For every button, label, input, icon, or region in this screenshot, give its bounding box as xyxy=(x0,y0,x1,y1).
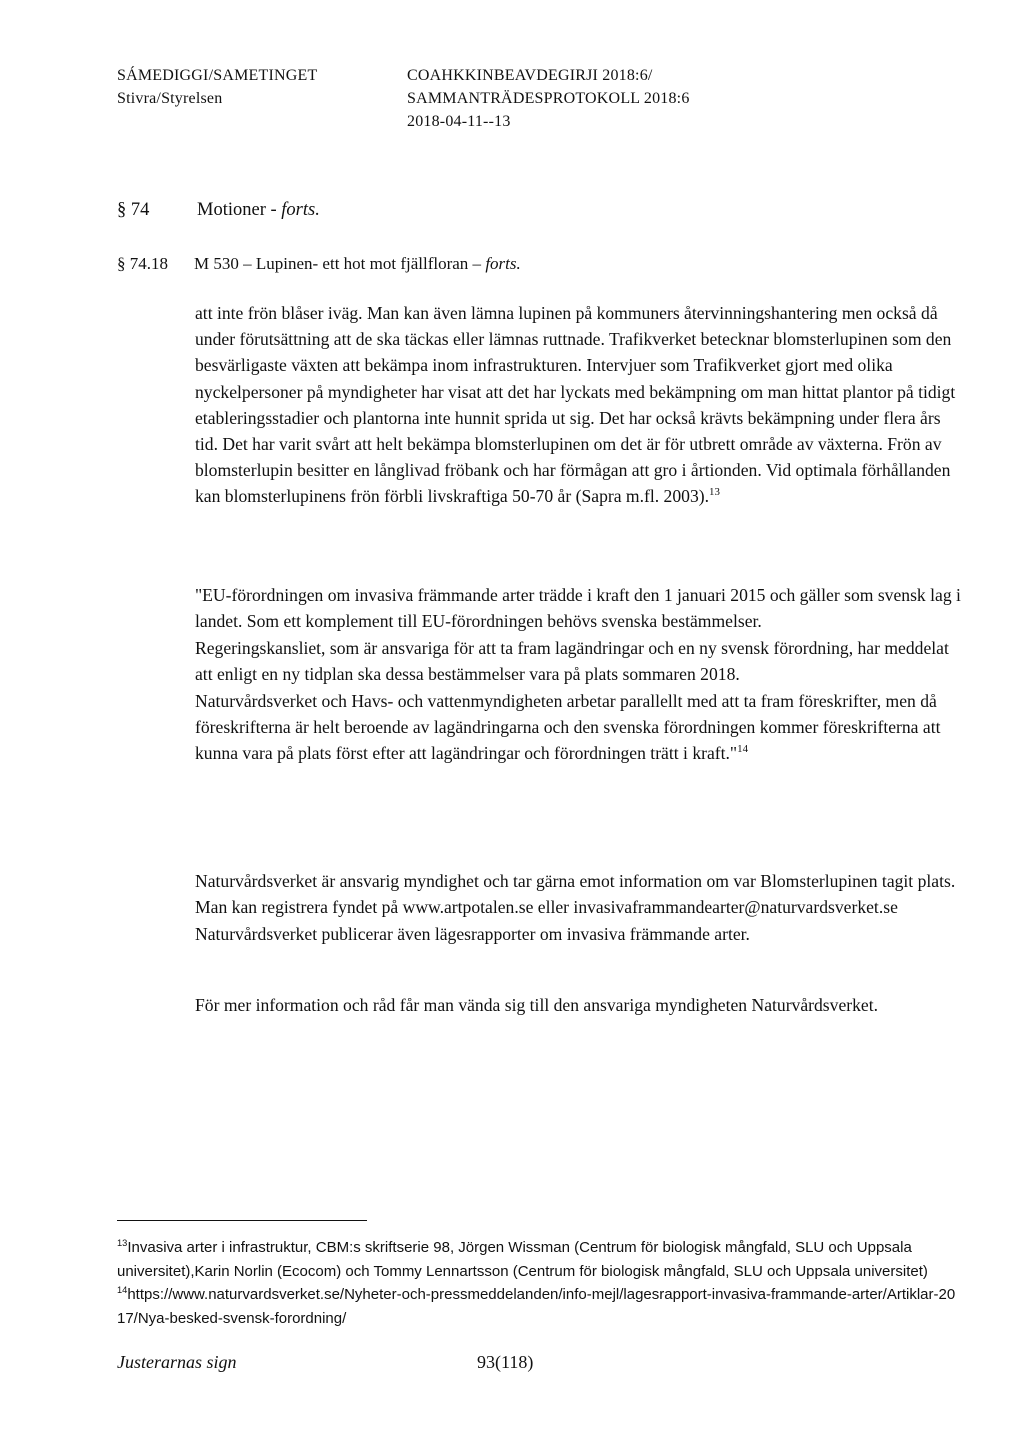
document-title-sami: COAHKKINBEAVDEGIRJI 2018:6/ xyxy=(407,67,653,84)
subsection-title xyxy=(194,254,521,274)
paragraph-3-text: Naturvårdsverket är ansvarig myndighet och tar gärna emot information om var Blomsterlupinen tagit plats. Man kan registrera fyndet på www.artpotalen.se eller invasivaframmandearter@naturvardsverket.se Naturvårdsverket publicerar även lägesrapporter om invasiva främmande arter. xyxy=(195,871,956,944)
body-paragraph-3 xyxy=(195,868,965,947)
section-forts: forts. xyxy=(281,200,320,220)
header-document xyxy=(407,64,690,133)
document-date: 2018-04-11--13 xyxy=(407,113,511,130)
quote-paragraph-2: Regeringskansliet, som är ansvariga för att ta fram lagändringar och en ny svensk förordning, har meddelat att enligt en ny tidplan ska dessa bestämmelser vara på plats sommaren 2018. xyxy=(195,637,949,685)
footnotes xyxy=(117,1236,957,1330)
subsection-number: § 74.18 xyxy=(117,254,168,273)
footnote-13-mark: 13 xyxy=(117,1238,128,1248)
section-number: § 74 xyxy=(117,200,150,220)
signature-label: Justerarnas sign xyxy=(117,1352,237,1372)
page-number: 93(118) xyxy=(477,1352,534,1372)
footnote-13-text: Invasiva arter i infrastruktur, CBM:s skriftserie 98, Jörgen Wissman (Centrum för biologisk mångfald, SLU och Uppsala universitet),Karin Norlin (Ecocom) och Tommy Lennartsson (Centrum för biologisk mångfald, SLU och Uppsala universitet) xyxy=(117,1239,928,1280)
organization-unit: Stivra/Styrelsen xyxy=(117,90,223,107)
organization-name: SÁMEDIGGI/SAMETINGET xyxy=(117,67,318,84)
paragraph-4-text: För mer information och råd får man vända sig till den ansvariga myndigheten Naturvårdsverket. xyxy=(195,995,879,1015)
section-title-text: Motioner - xyxy=(197,200,277,220)
footnote-divider xyxy=(117,1220,367,1221)
header-organization xyxy=(117,64,317,110)
quote-block xyxy=(195,582,965,767)
subsection-heading xyxy=(117,254,521,274)
footnote-14-text: https://www.naturvardsverket.se/Nyheter-och-pressmeddelanden/info-mejl/lagesrapport-invasiva-frammande-arter/Artiklar-2017/Nya-besked-svensk-forordning/ xyxy=(117,1286,956,1327)
section-title xyxy=(197,200,320,221)
footnote-ref-13: 13 xyxy=(709,486,720,499)
footnote-ref-14: 14 xyxy=(737,743,749,756)
quote-paragraph-3: Naturvårdsverket och Havs- och vattenmyndigheten arbetar parallellt med att ta fram föreskrifter, men då föreskrifterna är helt beroende av lagändringarna och den svenska förordningen kommer föreskrifterna att kunna vara på plats först efter att lagändringar och förordningen trätt i kraft." xyxy=(195,690,941,764)
body-paragraph-1 xyxy=(195,300,965,510)
footnote-14 xyxy=(117,1283,957,1330)
document-title-swedish: SAMMANTRÄDESPROTOKOLL 2018:6 xyxy=(407,90,690,107)
quote-paragraph-1: "EU-förordningen om invasiva främmande arter trädde i kraft den 1 januari 2015 och gäller som svensk lag i landet. Som ett komplement till EU-förordningen behövs svenska bestämmelser. xyxy=(195,585,961,632)
paragraph-1-text: att inte frön blåser iväg. Man kan även lämna lupinen på kommuners återvinningshantering men också då under förutsättning att de ska täckas eller lämnas ruttnade. Trafikverket betecknar blomsterlupinen som den besvärligaste växten att bekämpa inom infrastrukturen. Intervjuer som Trafikverket gjort med olika nyckelpersoner på myndigheter har visat att det har lyckats med bekämpning om man hittat plantor på tidigt etableringsstadier och plantorna inte hunnit sprida ut sig. Det har också krävts bekämpning under flera års tid. Det har varit svårt att helt bekämpa blomsterlupinen om det är för utbrett område av växterna. Frön av blomsterlupin besitter en långlivad fröbank och har förmågan att gro i årtionden. Vid optimala förhållanden kan blomsterlupinens frön förbli livskraftiga 50-70 år (Sapra m.fl. 2003). xyxy=(195,303,956,507)
subsection-forts: forts. xyxy=(485,254,521,273)
footnote-13 xyxy=(117,1236,957,1283)
footnote-14-mark: 14 xyxy=(117,1285,128,1295)
section-heading xyxy=(117,200,320,221)
body-paragraph-4 xyxy=(195,992,965,1018)
subsection-title-text: M 530 – Lupinen- ett hot mot fjällfloran – xyxy=(194,254,482,273)
